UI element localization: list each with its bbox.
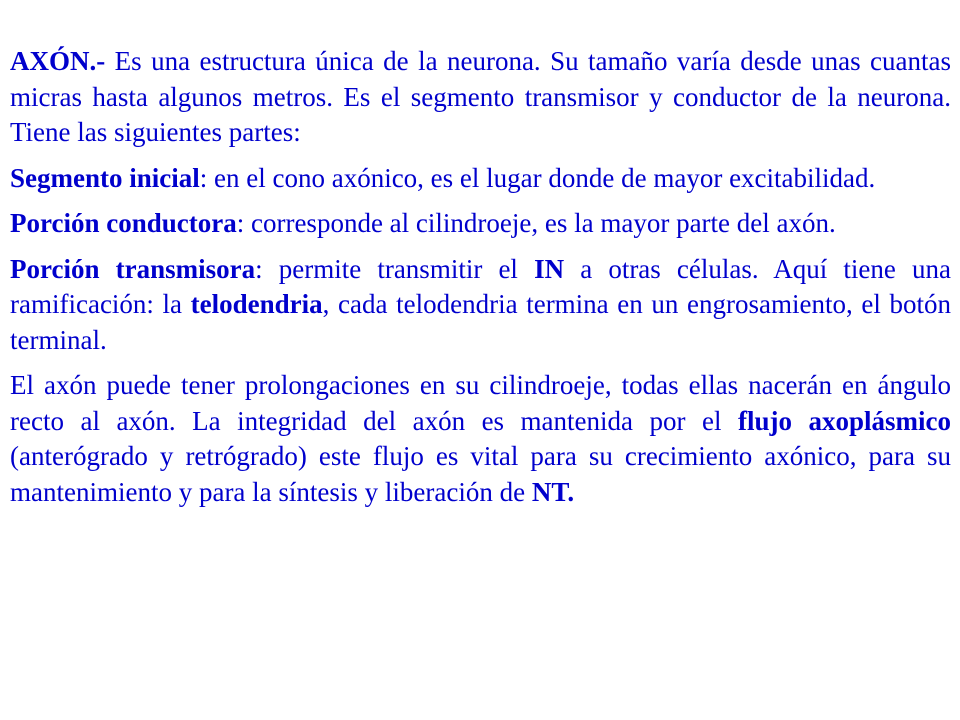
term-flujo-axoplasmico: flujo axoplásmico [737, 405, 951, 436]
paragraph-prolongaciones-text-2: (anterógrado y retrógrado) este flujo es vital para su crecimiento axónico, para su mantenimiento y para la síntesis y liberación de [10, 441, 951, 507]
term-in: IN [534, 253, 565, 284]
paragraph-porcion-transmisora [10, 252, 951, 359]
paragraph-prolongaciones [10, 368, 951, 510]
paragraph-axon [10, 44, 951, 151]
term-porcion-transmisora: Porción transmisora [10, 253, 256, 284]
slide-text-body [10, 44, 951, 520]
paragraph-porcion-conductora-text: : corresponde al cilindroeje, es la mayor parte del axón. [236, 208, 836, 238]
paragraph-prolongaciones-text-1: El axón puede tener prolongaciones en su cilindroeje, todas ellas nacerán en ángulo recto al axón. La integridad del axón es mantenida por el [10, 370, 951, 436]
paragraph-porcion-transmisora-text-1: : permite transmitir el [255, 253, 535, 284]
term-telodendria: telodendria [190, 289, 323, 319]
term-porcion-conductora: Porción conductora [10, 208, 237, 238]
paragraph-porcion-transmisora-text-2: a otras células. Aquí tiene una ramificación: la [10, 253, 951, 319]
paragraph-axon-text: Es una estructura única de la neurona. Su tamaño varía desde unas cuantas micras hasta algunos metros. Es el segmento transmisor y conductor de la neurona. Tiene las siguientes partes: [10, 46, 951, 147]
term-axon: AXÓN.- [10, 46, 106, 76]
paragraph-porcion-transmisora-text-3: , cada telodendria termina en un engrosamiento, el botón terminal. [10, 289, 951, 355]
paragraph-segmento-inicial [10, 161, 951, 197]
term-nt: NT. [531, 476, 575, 507]
paragraph-porcion-conductora [10, 206, 951, 242]
paragraph-segmento-inicial-text: : en el cono axónico, es el lugar donde de mayor excitabilidad. [199, 162, 876, 193]
term-segmento-inicial: Segmento inicial [10, 162, 200, 193]
